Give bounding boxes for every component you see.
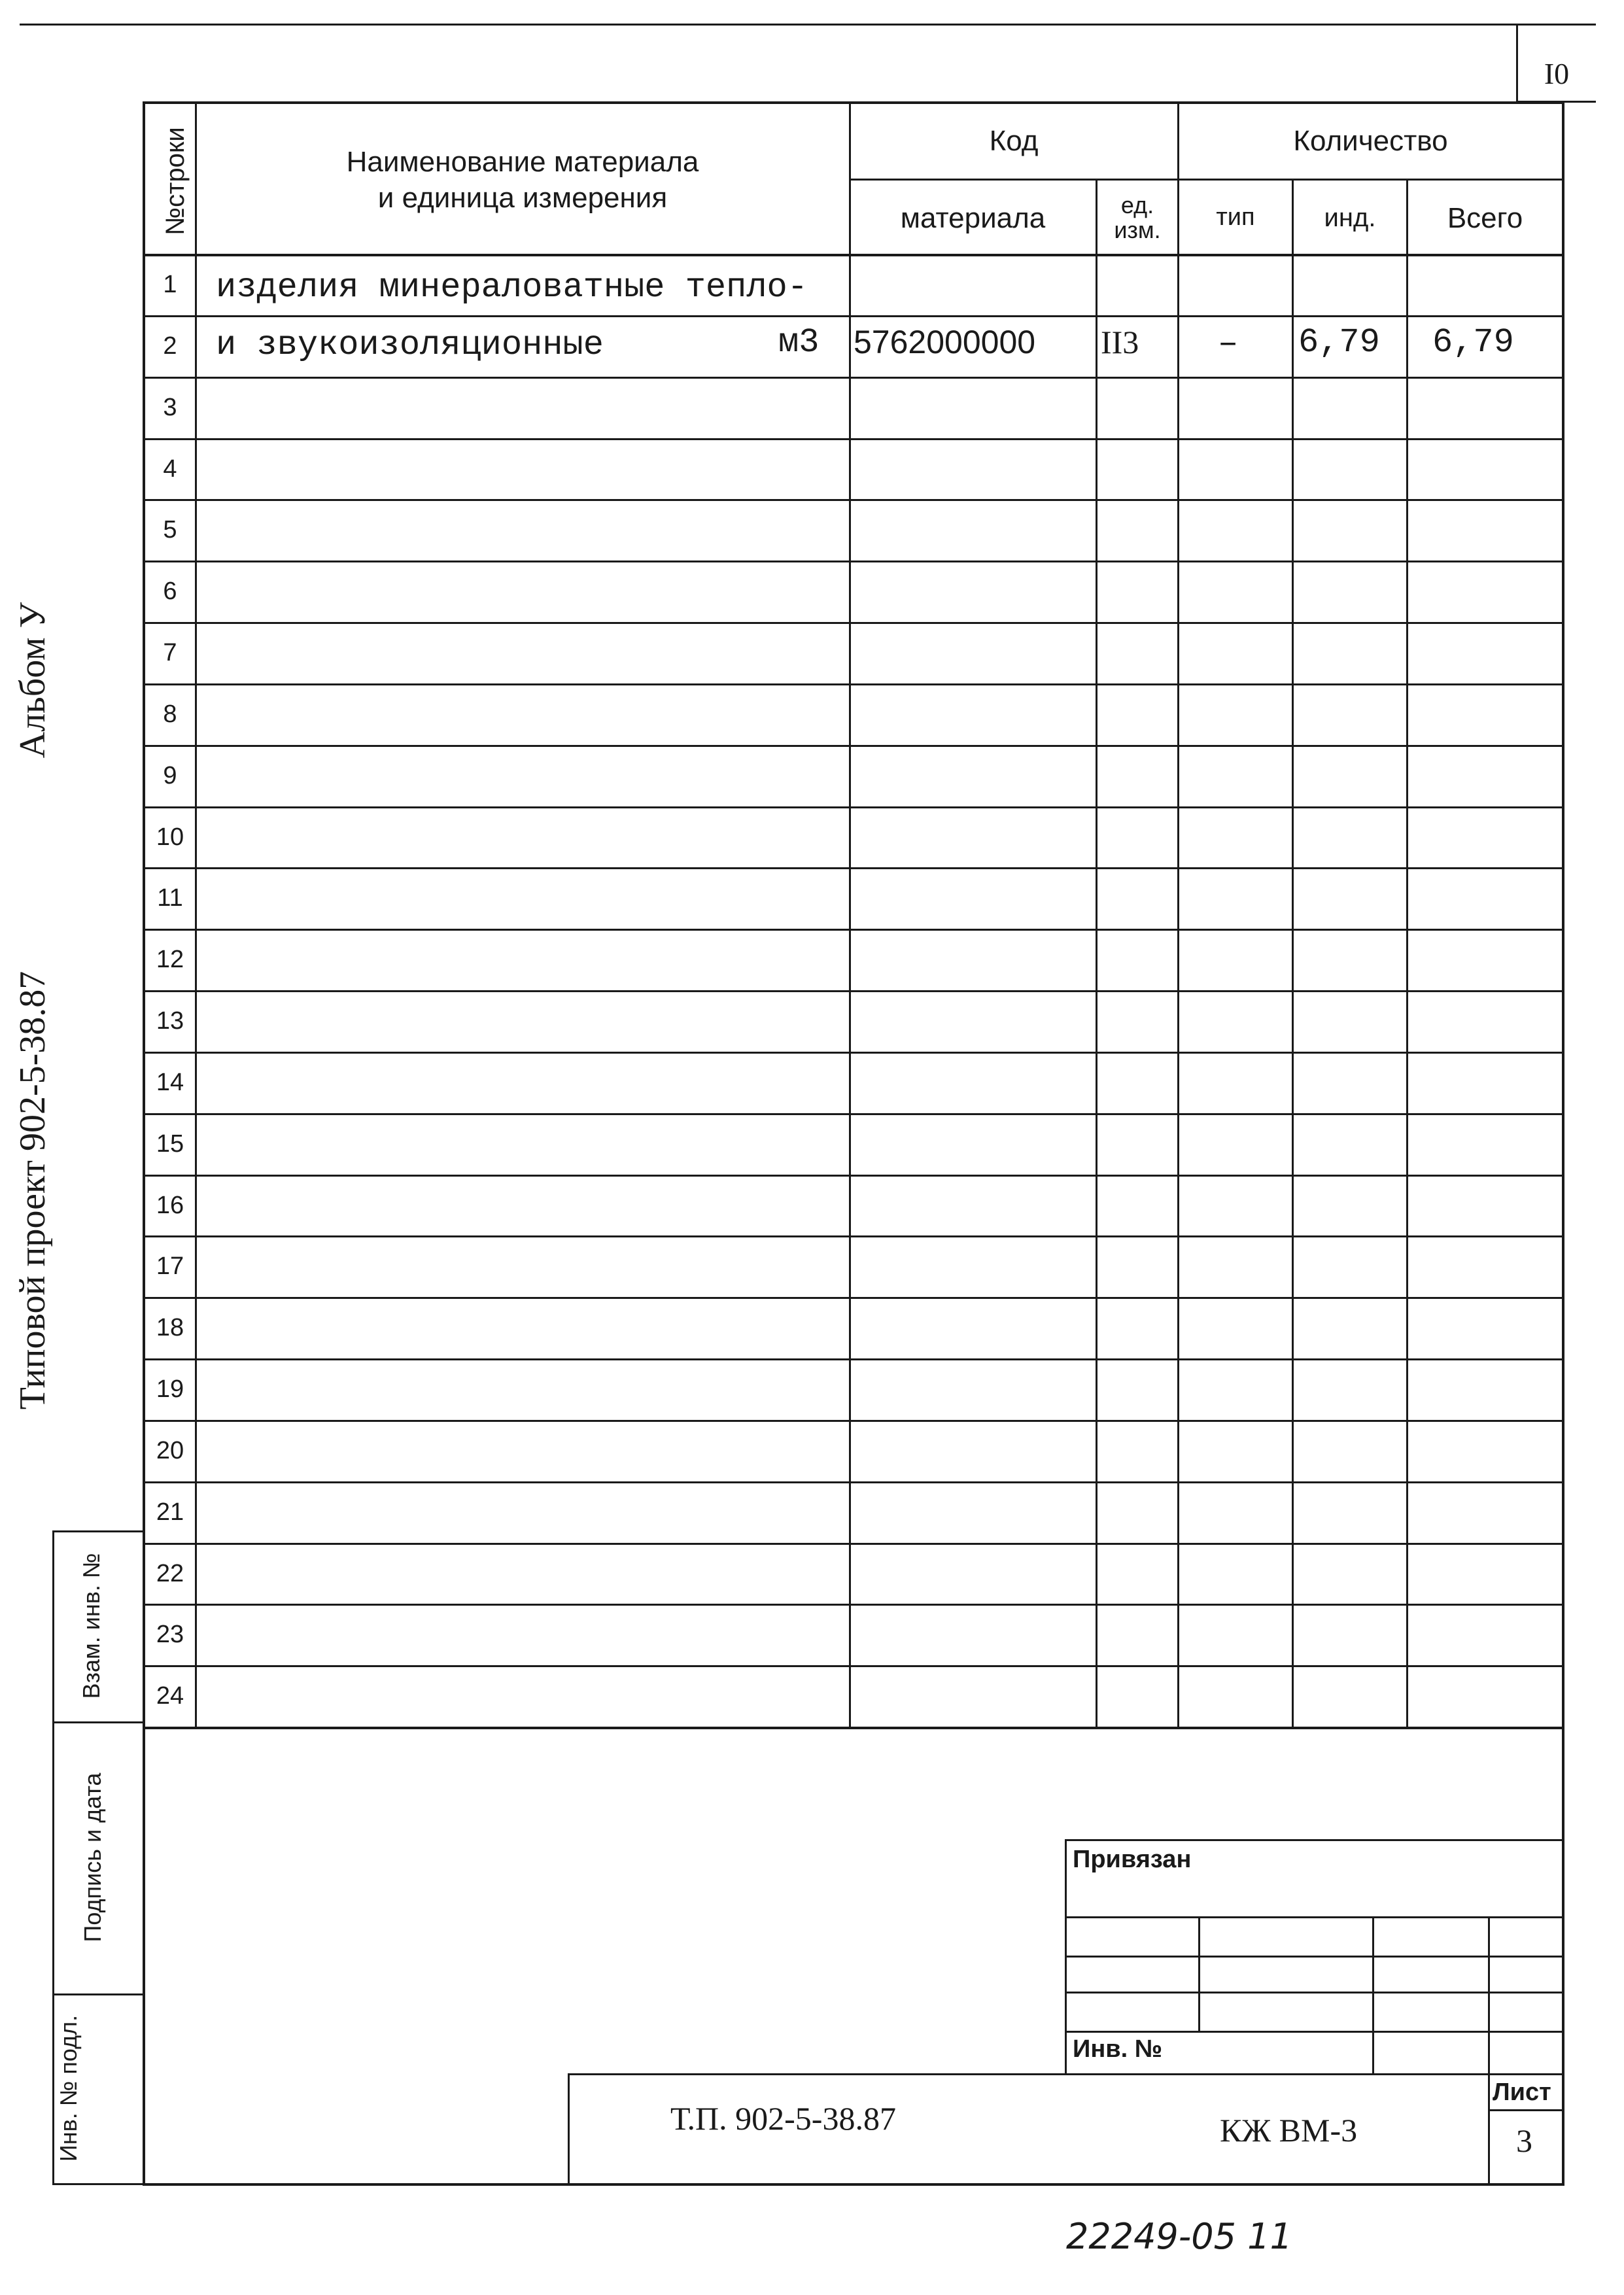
row-number: 18 — [156, 1313, 184, 1341]
album-label: Альбом У — [12, 602, 53, 759]
entry-name-line1: изделия минераловатные тепло- — [216, 268, 808, 307]
row-number: 6 — [163, 577, 177, 605]
tb-main-left — [568, 2073, 570, 2184]
row-line — [143, 1543, 1564, 1545]
row-line — [143, 1235, 1564, 1237]
row-number: 4 — [163, 455, 177, 483]
row-number: 20 — [156, 1436, 184, 1464]
row-number: 22 — [156, 1559, 184, 1587]
row-line — [143, 1052, 1564, 1054]
inv-podl-label: Инв. № подл. — [55, 2014, 82, 2162]
tb-col-1 — [1198, 1916, 1200, 2031]
row-number: 17 — [156, 1252, 184, 1280]
tb-list-divider — [1488, 2109, 1563, 2111]
tb-top — [1065, 1839, 1563, 1841]
row-line — [143, 1420, 1564, 1422]
header-name-line2: и единица измерения — [377, 182, 668, 214]
row-line — [143, 1175, 1564, 1177]
zam-inv-label: Взам. инв. № — [78, 1553, 105, 1699]
row-line — [143, 1113, 1564, 1115]
row-number: 23 — [156, 1620, 184, 1648]
row-number: 7 — [163, 638, 177, 666]
tb-privyazan: Привязан — [1073, 1846, 1192, 1873]
tb-list-label: Лист — [1493, 2079, 1551, 2106]
row-number: 1 — [163, 270, 177, 298]
row-number: 16 — [156, 1191, 184, 1219]
strip-div-1 — [52, 1721, 144, 1723]
row-line — [143, 315, 1564, 317]
row-number: 24 — [156, 1682, 184, 1710]
header-total: Всего — [1447, 201, 1523, 234]
row-line — [143, 1358, 1564, 1360]
top-border — [20, 24, 1596, 26]
entry-unit: м3 — [778, 323, 820, 362]
row-line — [143, 929, 1564, 931]
tb-doc-code: КЖ ВМ-3 — [1220, 2112, 1358, 2148]
row-number: 2 — [163, 332, 177, 360]
header-mid-code — [849, 179, 1177, 181]
footer-number: 22249-05 11 — [1066, 2216, 1292, 2257]
row-line — [143, 683, 1564, 685]
strip-bottom — [52, 2183, 144, 2185]
col-line-ind — [1406, 179, 1408, 1728]
row-number: 9 — [163, 761, 177, 789]
frame-bottom — [143, 2183, 1564, 2186]
header-name — [196, 131, 849, 229]
row-number: 19 — [156, 1375, 184, 1403]
row-line — [143, 990, 1564, 992]
row-number: 10 — [156, 823, 184, 851]
row-number: 3 — [163, 393, 177, 421]
row-line — [143, 622, 1564, 624]
entry-material-code: 5762000000 — [854, 324, 1036, 360]
tb-inv-no: Инв. № — [1073, 2035, 1163, 2063]
entry-ind: 6,79 — [1298, 323, 1380, 362]
frame-right — [1562, 101, 1564, 2184]
tb-project-code: Т.П. 902-5-38.87 — [670, 2100, 896, 2137]
row-line — [143, 1604, 1564, 1606]
header-unit-line2: изм. — [1114, 216, 1161, 243]
row-number: 15 — [156, 1130, 184, 1158]
row-number: 21 — [156, 1498, 184, 1526]
row-number: 14 — [156, 1068, 184, 1096]
header-quantity: Количество — [1293, 124, 1448, 157]
header-bottom — [143, 254, 1564, 256]
header-ind: инд. — [1324, 203, 1376, 232]
tb-main-top — [568, 2073, 1563, 2075]
header-row-no: №строки — [161, 127, 190, 235]
col-line-rowno — [195, 101, 197, 1728]
row-line — [143, 499, 1564, 501]
header-name-line1: Наименование материала — [346, 146, 699, 178]
col-line-type — [1292, 179, 1294, 1728]
frame-top — [143, 101, 1564, 104]
col-line-name — [849, 101, 851, 1728]
row-line — [143, 1665, 1564, 1667]
tb-col-3 — [1488, 1916, 1490, 2184]
row-line — [143, 438, 1564, 440]
row-number: 13 — [156, 1007, 184, 1035]
row-number: 5 — [163, 515, 177, 544]
header-material: материала — [900, 201, 1046, 234]
entry-name-line2: и звукоизоляционные — [216, 326, 604, 364]
sheet-number: I0 — [1544, 56, 1570, 90]
row-line — [143, 806, 1564, 808]
tb-list-number: 3 — [1516, 2122, 1532, 2159]
row-line — [143, 377, 1564, 379]
row-number: 11 — [157, 884, 183, 912]
header-mid-qty — [1177, 179, 1563, 181]
row-line — [143, 867, 1564, 869]
col-line-material — [1096, 179, 1097, 1728]
row-line — [143, 561, 1564, 562]
table-bottom — [143, 1727, 1564, 1729]
header-unit — [1097, 182, 1177, 254]
tb-col-2 — [1372, 1916, 1374, 2075]
row-line — [143, 1481, 1564, 1483]
header-type: тип — [1216, 203, 1255, 232]
header-code: Код — [989, 124, 1039, 157]
entry-unit-code: II3 — [1101, 324, 1139, 360]
row-number: 12 — [156, 945, 184, 973]
entry-type: – — [1218, 324, 1239, 363]
row-number: 8 — [163, 700, 177, 728]
podpis-label: Подпись и дата — [79, 1772, 106, 1942]
project-side-label: Типовой проект 902-5-38.87 — [12, 971, 53, 1410]
entry-total: 6,79 — [1432, 323, 1514, 362]
header-unit-line1: ед. — [1120, 192, 1154, 219]
col-line-unit — [1177, 101, 1179, 1728]
row-line — [143, 1297, 1564, 1299]
row-line — [143, 745, 1564, 747]
